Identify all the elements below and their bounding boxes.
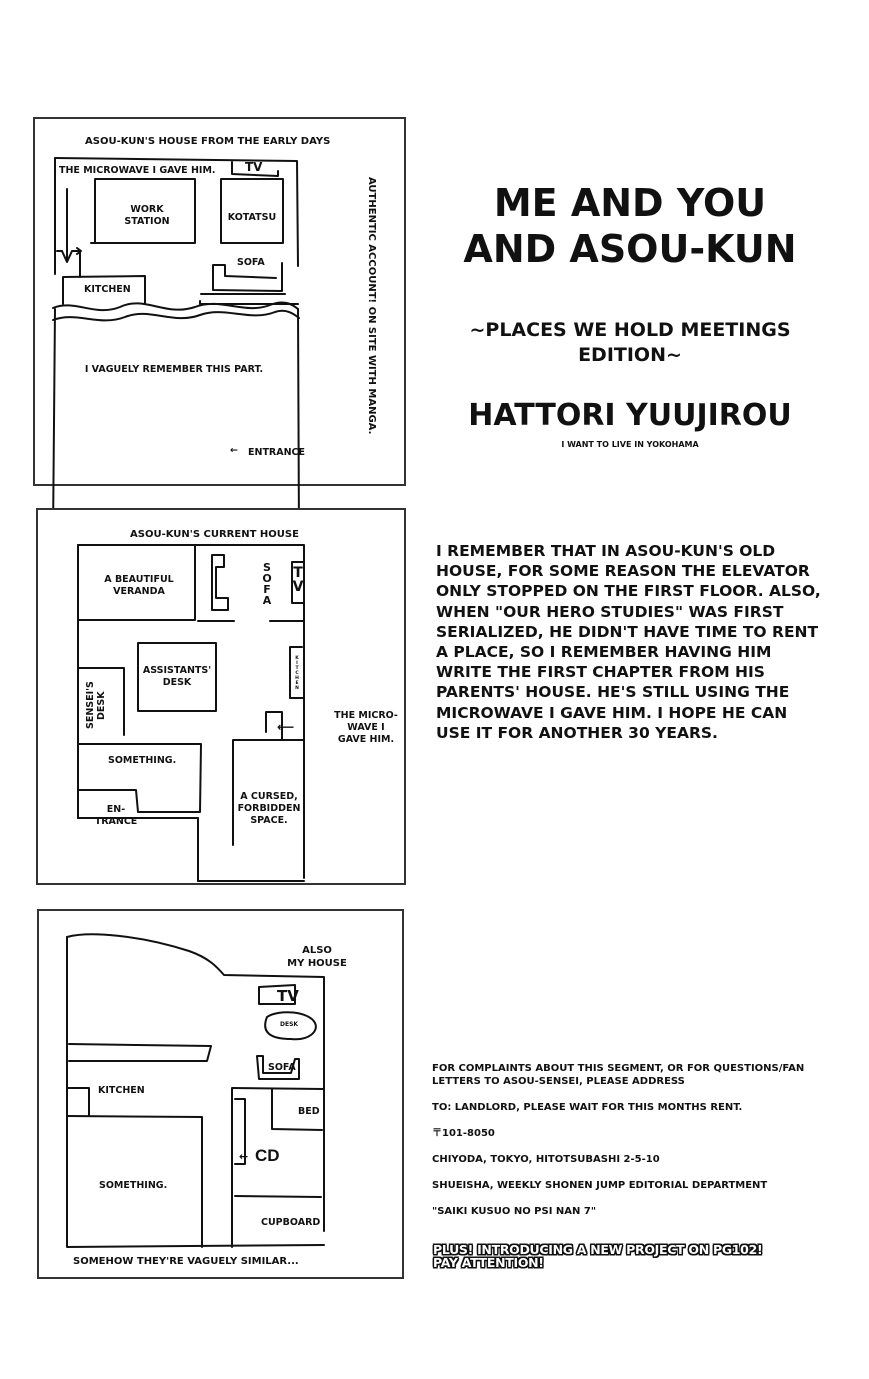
page-title: ME AND YOU AND ASOU-KUN [463,181,797,272]
label-bed: BED [298,1106,320,1117]
label-kitchen: KITCHEN [84,284,131,295]
sofa-letter: O [262,572,272,585]
label-vague-part: I VAGUELY REMEMBER THIS PART. [84,364,264,375]
panel-early-house [33,117,406,486]
label-tv: TV [277,987,299,1005]
label-sofa: SOFA [268,1062,296,1073]
address-postal: 〒101-8050 [432,1128,495,1139]
address-intro-line: FOR COMPLAINTS ABOUT THIS SEGMENT, OR FOR QUESTIONS/FAN [432,1063,805,1074]
label-sofa: SOFA [237,257,265,268]
promo-text: PLUS! INTRODUCING A NEW PROJECT ON PG102! PAY ATTENTION! [433,1242,763,1270]
address-intro-line: LETTERS TO ASOU-SENSEI, PLEASE ADDRESS [432,1076,685,1087]
microwave-arrow-icon: ⟵ [277,720,295,734]
label-kitchen-vertical: K I T C H E N [295,656,299,691]
label-senseis-desk: SENSEI'S DESK [85,681,107,730]
label-work-station: WORK STATION [124,204,170,227]
page-subtitle: ~PLACES WE HOLD MEETINGS EDITION~ [469,319,791,366]
story-text: I REMEMBER THAT IN ASOU-KUN'S OLD HOUSE, FOR SOME REASON THE ELEVATOR ONLY STOPPED ON THE FIRST FLOOR. ALSO, WHEN "OUR HERO STUDIES" WAS FIRST SERIALIZED, HE DIDN'T HAVE TIME TO RENT A PLACE, SO I REMEMBER HAVING HIM WRITE THE FIRST CHAPTER FROM HIS PARENTS' HOUSE. HE'S STILL USING THE MICROWAVE I GAVE HIM. I HOPE HE CAN USE IT FOR ANOTHER 30 YEARS. [436,542,821,742]
my-house-heading: ALSO MY HOUSE [287,945,347,969]
address-series: "SAIKI KUSUO NO PSI NAN 7" [432,1206,597,1217]
label-microwave: THE MICRO- WAVE I GAVE HIM. [334,710,398,745]
label-something: SOMETHING. [108,755,177,766]
label-something: SOMETHING. [99,1180,168,1191]
early-house-heading: ASOU-KUN'S HOUSE FROM THE EARLY DAYS [85,136,331,147]
label-cd: CD [255,1146,280,1165]
label-sofa-vertical [261,562,273,606]
author-name: HATTORI YUUJIROU [468,398,792,433]
author-note: I WANT TO LIVE IN YOKOHAMA [561,440,699,449]
label-kotatsu: KOTATSU [227,212,277,223]
my-house-caption: SOMEHOW THEY'RE VAGUELY SIMILAR... [73,1256,299,1267]
panel-my-house [37,909,404,1279]
sofa-letter: F [263,583,271,596]
label-entrance: EN- TRANCE [94,804,138,827]
label-cupboard: CUPBOARD [261,1217,321,1228]
sofa-letter: S [263,561,271,574]
sofa-letter: A [262,594,272,607]
label-microwave: THE MICROWAVE I GAVE HIM. [59,165,216,176]
label-kitchen: KITCHEN [98,1085,145,1096]
address-street: CHIYODA, TOKYO, HITOTSUBASHI 2-5-10 [432,1154,660,1165]
fan-letter-address [432,1062,804,1218]
label-veranda: A BEAUTIFUL VERANDA [104,574,174,597]
label-assistants-desk: ASSISTANTS' DESK [142,665,212,688]
current-house-heading: ASOU-KUN'S CURRENT HOUSE [130,529,299,540]
label-entrance: ENTRANCE [248,447,305,458]
label-desk: DESK [280,1021,299,1028]
cd-arrow-icon: ← [239,1150,249,1163]
side-note-authentic: AUTHENTIC ACCOUNT! ON SITE WITH MANGA. [366,177,377,435]
label-tv: TV [245,160,263,174]
label-tv-vertical: T V [292,565,304,595]
address-to: TO: LANDLORD, PLEASE WAIT FOR THIS MONTHS RENT. [432,1102,743,1113]
address-publisher: SHUEISHA, WEEKLY SHONEN JUMP EDITORIAL DEPARTMENT [432,1180,768,1191]
entrance-arrow-icon: ← [230,445,238,456]
label-cursed-space: A CURSED, FORBIDDEN SPACE. [237,791,301,826]
panel-current-house [36,508,406,885]
